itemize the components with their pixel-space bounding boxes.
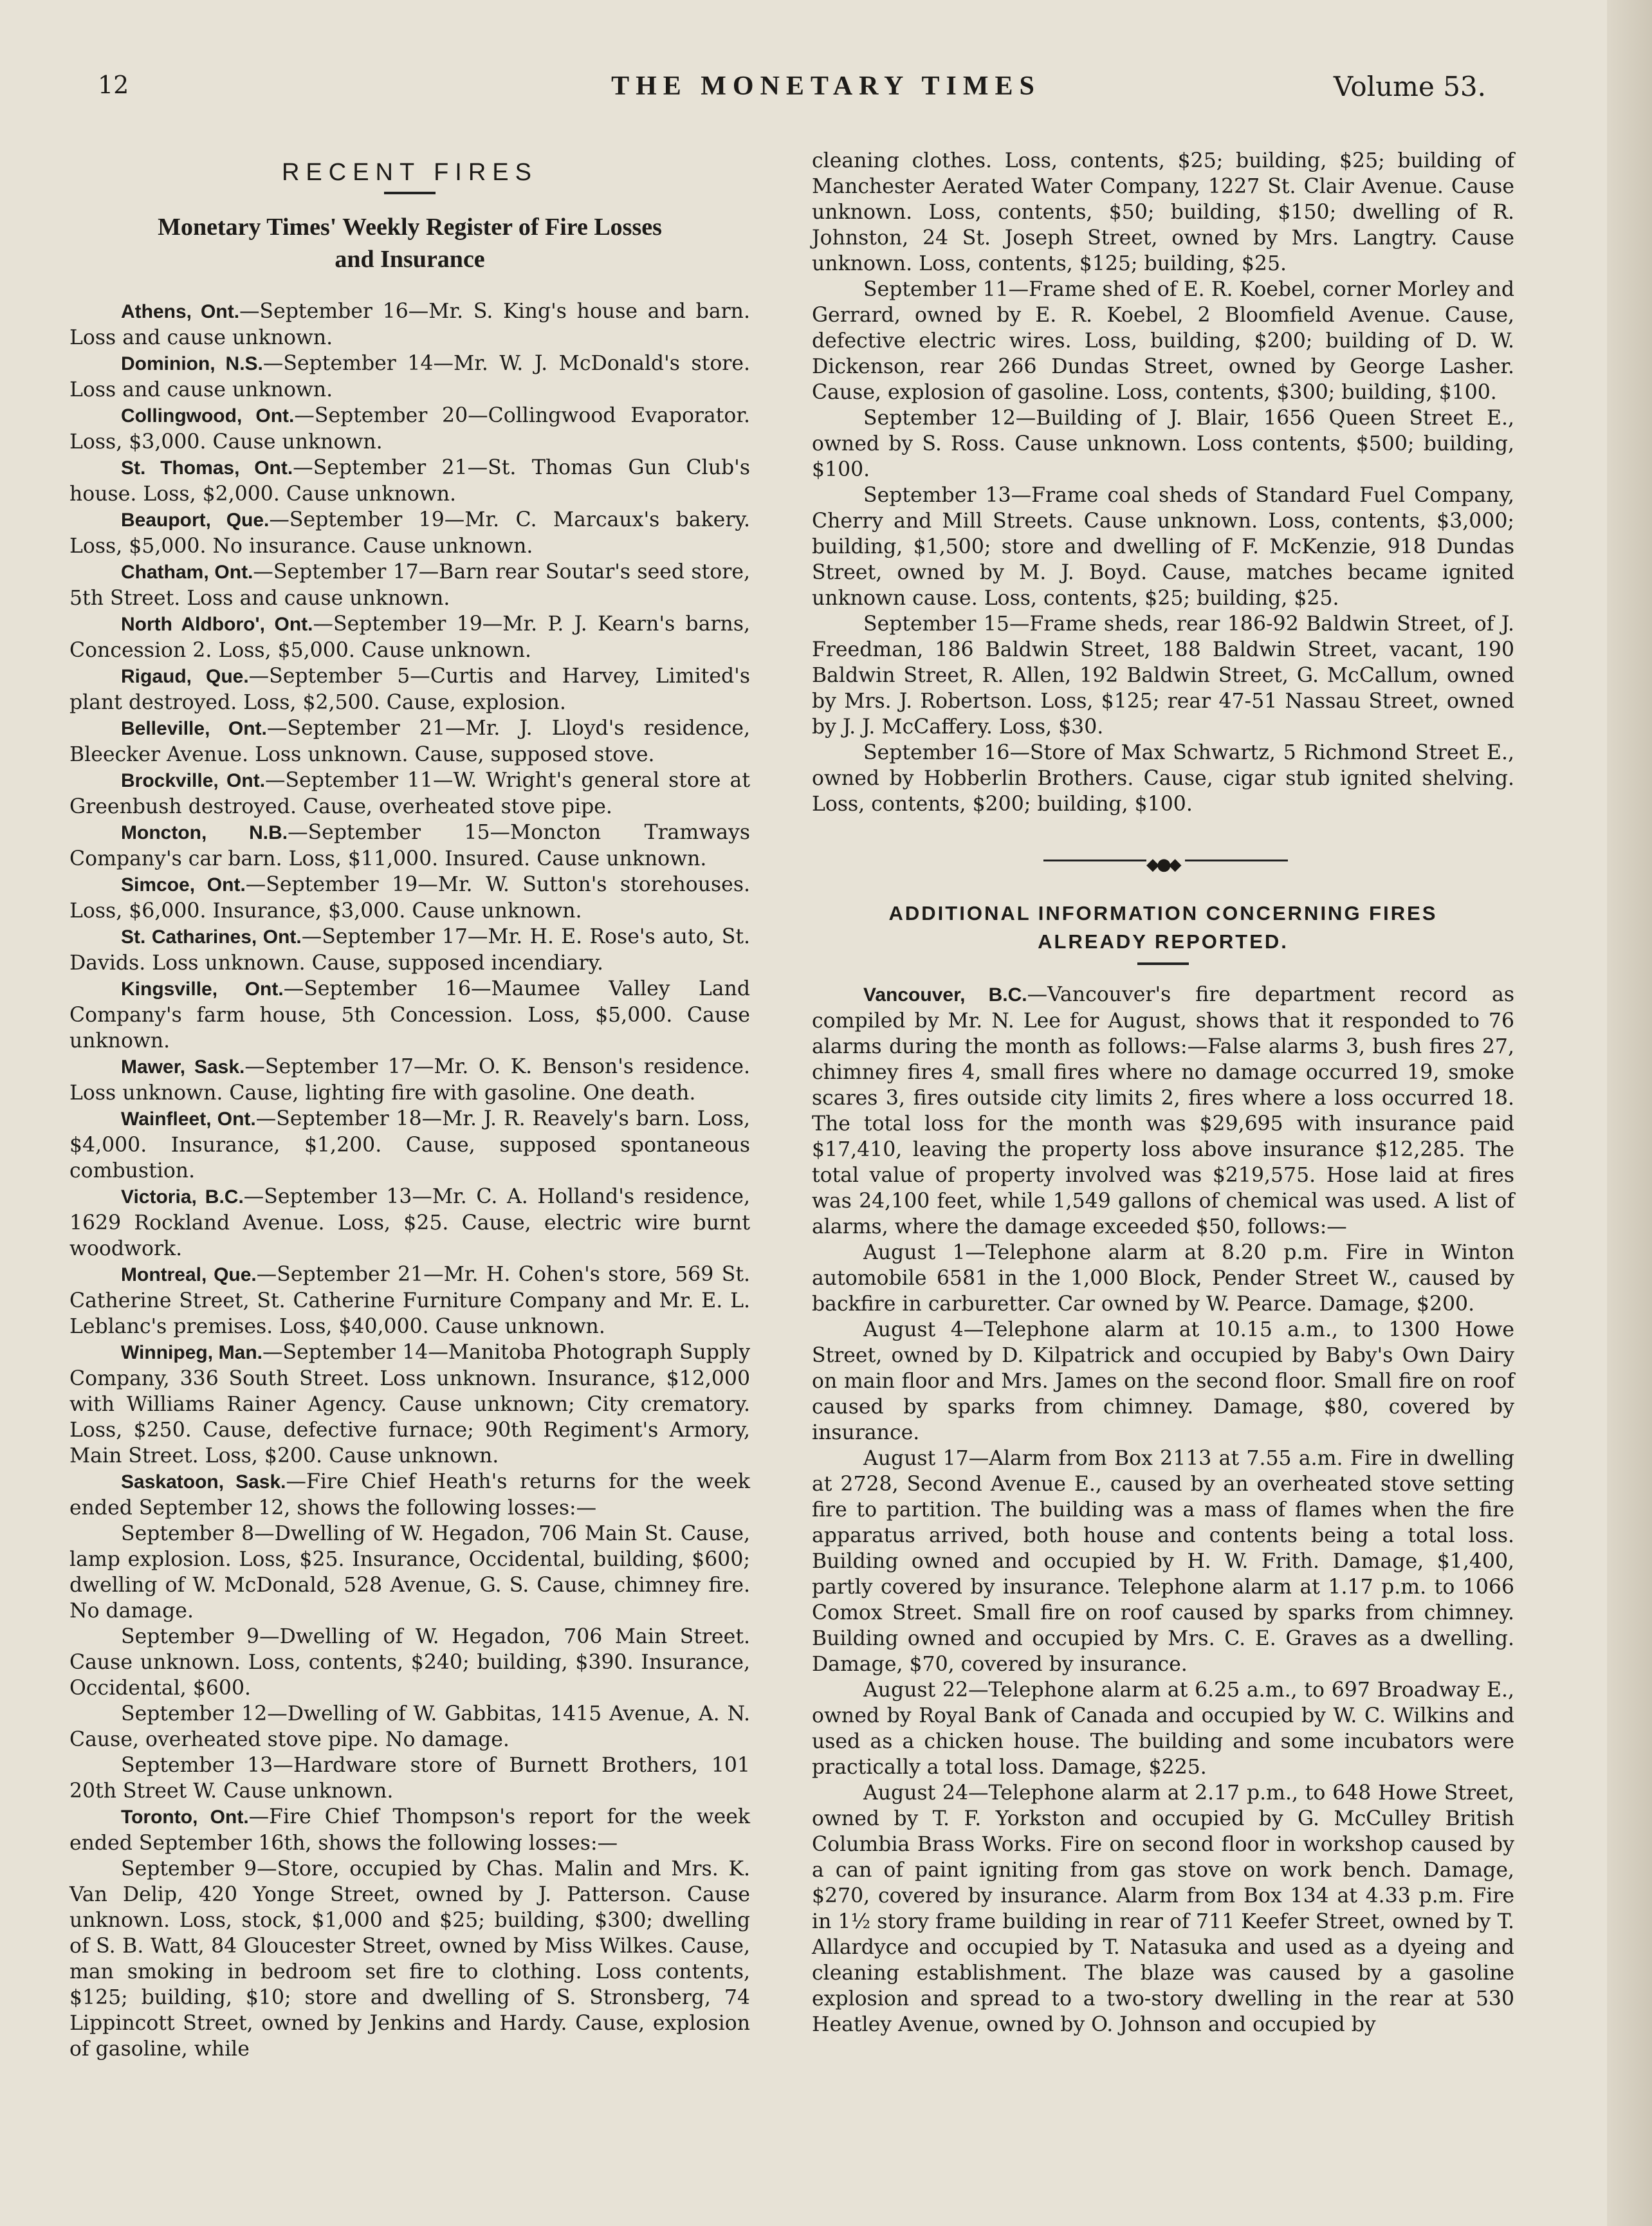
- subtitle-line-2: and Insurance: [335, 246, 485, 273]
- fire-entry: [69, 403, 750, 455]
- sub-entry: September 8—Dwelling of W. Hegadon, 706 Main St. Cause, lamp explosion. Loss, $25. Insurance, Occidental, building, $600; dwelling of W. McDonald, 528 Avenue, G. S. Cause, chimney fire. No damage.: [69, 1522, 750, 1623]
- section-subtitle: [69, 211, 750, 275]
- entry-text: —September 5—Curtis and Harvey, Limited's plant destroyed. Loss, $2,500. Cause, explosion.: [69, 665, 750, 714]
- section-title: RECENT FIRES: [281, 159, 538, 186]
- entry-place: Belleville, Ont.: [121, 718, 267, 739]
- sub-entry: August 1—Telephone alarm at 8.20 p.m. Fire in Winton automobile 6581 in the 1,000 Block, Pender Street W., caused by backfire in carburetter. Car owned by W. Pearce. Damage, $200.: [812, 1241, 1514, 1316]
- entry-text: —September 14—Mr. W. J. McDonald's store. Loss and cause unknown.: [69, 352, 750, 401]
- entry-place: Toronto, Ont.: [121, 1807, 249, 1828]
- entry-place: Kingsville, Ont.: [121, 979, 284, 1000]
- entry-place: Beauport, Que.: [121, 510, 270, 531]
- entry-place: St. Catharines, Ont.: [121, 926, 302, 948]
- entry-text: —September 11—W. Wright's general store at Greenbush destroyed. Cause, overheated stove pipe.: [69, 769, 750, 818]
- fire-entry: [812, 982, 1514, 1240]
- section2-title-line-1: ADDITIONAL INFORMATION CONCERNING FIRES: [888, 902, 1438, 924]
- fire-entry: [69, 768, 750, 820]
- continued-entry: cleaning clothes. Loss, contents, $25; building, $25; building of Manchester Aerated Water Company, 1227 St. Clair Avenue. Cause unknown. Loss, contents, $50; building, $150; dwelling of R. Johnston, 24 St. Joseph Street, owned by Mrs. Langtry. Cause unknown. Loss, contents, $125; building, $25.: [812, 149, 1514, 275]
- left-column: [69, 148, 750, 2062]
- entry-text: —September 18—Mr. J. R. Reavely's barn. Loss, $4,000. Insurance, $1,200. Cause, supposed spontaneous combustion.: [69, 1107, 751, 1182]
- sub-entry: September 13—Frame coal sheds of Standard Fuel Company, Cherry and Mill Streets. Cause unknown. Loss, contents, $3,000; building, $1,500; store and dwelling of F. McKenzie, 918 Dundas Street, owned by M. J. Boyd. Cause, matches became ignited unknown cause. Loss, contents, $25; building, $25.: [812, 484, 1514, 610]
- entry-text: —September 14—Manitoba Photograph Supply Company, 336 South Street. Loss unknown. Insurance, $12,000 with Williams Rainer Agency. Cause unknown; City crematory. Loss, $250. Cause, defective furnace; 90th Regiment's Armory, Main Street. Loss, $200. Cause unknown.: [69, 1341, 750, 1467]
- entry-place: Mawer, Sask.: [121, 1056, 245, 1078]
- section2-title-line-2: ALREADY REPORTED.: [1038, 930, 1289, 953]
- fire-entry: [69, 1184, 750, 1262]
- entry-text: —September 21—Mr. J. Lloyd's residence, Bleecker Avenue. Loss unknown. Cause, supposed stove.: [69, 717, 751, 766]
- fire-entry: [69, 976, 750, 1054]
- fire-entry: [69, 455, 750, 507]
- entry-place: Wainfleet, Ont.: [121, 1108, 256, 1130]
- title-rule: [384, 192, 436, 194]
- sub-entry: September 12—Dwelling of W. Gabbitas, 1415 Avenue, A. N. Cause, overheated stove pipe. No damage.: [69, 1702, 750, 1751]
- fire-entry: [69, 924, 750, 976]
- sub-entry: August 17—Alarm from Box 2113 at 7.55 a.m. Fire in dwelling at 2728, Second Avenue E., caused by an overheated stove setting fire to partition. The building was a mass of flames when the fire apparatus arrived, both house and contents being a total loss. Building owned and occupied by H. W. Frith. Damage, $1,400, partly covered by insurance. Telephone alarm at 1.17 p.m. to 1066 Comox Street. Small fire on roof caused by sparks from chimney. Building owned and occupied by Mrs. C. E. Graves as a dwelling. Damage, $70, covered by insurance.: [812, 1447, 1514, 1676]
- fire-entry: [69, 351, 750, 403]
- sub-entry: September 16—Store of Max Schwartz, 5 Richmond Street E., owned by Hobberlin Brothers. Cause, cigar stub ignited shelving. Loss, contents, $200; building, $100.: [812, 741, 1514, 816]
- section2-title: [812, 899, 1514, 956]
- fire-entry: [69, 663, 750, 715]
- entry-text: —September 17—Barn rear Soutar's seed store, 5th Street. Loss and cause unknown.: [69, 560, 750, 610]
- section-ornament: [812, 848, 1514, 874]
- sub-entry: September 12—Building of J. Blair, 1656 Queen Street E., owned by S. Ross. Cause unknown. Loss contents, $500; building, $100.: [812, 407, 1514, 481]
- fire-entry: [69, 820, 750, 872]
- fire-entry: [69, 1106, 750, 1184]
- entry-text: —Fire Chief Heath's returns for the week ended September 12, shows the following losses:—: [69, 1470, 750, 1520]
- entry-place: Vancouver, B.C.: [863, 984, 1027, 1006]
- entry-place: North Aldboro', Ont.: [121, 614, 313, 635]
- entry-place: Collingwood, Ont.: [121, 405, 295, 427]
- entry-text: —September 20—Collingwood Evaporator. Loss, $3,000. Cause unknown.: [69, 404, 750, 454]
- entry-text: —Fire Chief Thompson's report for the week ended September 16th, shows the following losses:—: [69, 1805, 750, 1855]
- sub-entry: September 9—Dwelling of W. Hegadon, 706 Main Street. Cause unknown. Loss, contents, $240; building, $390. Insurance, Occidental, $600.: [69, 1625, 750, 1700]
- ornament-line-left: [1043, 860, 1146, 861]
- entry-text: —Vancouver's fire department record as compiled by Mr. N. Lee for August, shows that it responded to 76 alarms during the month as follows:—False alarms 3, bush fires 27, chimney fires 4, small fires where no damage occurred 19, smoke scares 3, fires outside city limits 2, fires where a loss occurred 18. The total loss for the month was $29,695 with insurance paid $17,410, leaving the property loss above insurance $12,285. The total value of property involved was $219,575. Hose laid at fires was 24,100 feet, while 1,549 gallons of chemical was used. A list of alarms, where the damage exceeded $50, follows:—: [812, 983, 1515, 1238]
- entry-text: —September 21—Mr. H. Cohen's store, 569 St. Catherine Street, St. Catherine Furniture Company and Mr. E. L. Leblanc's premises. Loss, $40,000. Cause unknown.: [69, 1263, 750, 1338]
- volume-label: Volume 53.: [1333, 71, 1486, 102]
- entry-place: St. Thomas, Ont.: [121, 457, 293, 479]
- fire-entry: [69, 1469, 750, 1521]
- journal-title: THE MONETARY TIMES: [611, 71, 1041, 101]
- fire-entry: [69, 1804, 750, 1856]
- fire-entry: [69, 611, 750, 663]
- subtitle-line-1: Monetary Times' Weekly Register of Fire Losses: [158, 214, 662, 241]
- right-column: [812, 148, 1514, 2037]
- entry-place: Rigaud, Que.: [121, 666, 249, 687]
- sub-entry: September 15—Frame sheds, rear 186-92 Baldwin Street, of J. Freedman, 186 Baldwin Street, 188 Baldwin Street, vacant, 190 Baldwin Street, R. Allen, 192 Baldwin Street, G. McCallum, owned by Mrs. J. Robertson. Loss, $125; rear 47-51 Nassau Street, owned by J. J. McCaffery. Loss, $30.: [812, 612, 1514, 739]
- entry-place: Simcoe, Ont.: [121, 874, 246, 896]
- entry-text: —September 15—Moncton Tramways Company's car barn. Loss, $11,000. Insured. Cause unknown.: [69, 821, 750, 870]
- entry-place: Chatham, Ont.: [121, 562, 253, 583]
- sub-entry: August 4—Telephone alarm at 10.15 a.m., to 1300 Howe Street, owned by D. Kilpatrick and occupied by Baby's Own Dairy on main floor and Mrs. James on the second floor. Small fire on roof caused by sparks from chimney. Damage, $80, covered by insurance.: [812, 1318, 1514, 1444]
- ornament-line-right: [1185, 860, 1288, 861]
- fire-entry: [69, 872, 750, 924]
- entry-text: —September 19—Mr. C. Marcaux's bakery. Loss, $5,000. No insurance. Cause unknown.: [69, 508, 750, 558]
- entry-text: —September 19—Mr. W. Sutton's storehouses. Loss, $6,000. Insurance, $3,000. Cause unknown.: [69, 873, 750, 923]
- sub-entry: September 9—Store, occupied by Chas. Malin and Mrs. K. Van Delip, 420 Yonge Street, owned by J. Patterson. Cause unknown. Loss, stock, $1,000 and $25; building, $300; dwelling of S. B. Watt, 84 Gloucester Street, owned by Miss Wilkes. Cause, man smoking in bedroom set fire to clothing. Loss contents, $125; building, $10; store and dwelling of S. Stronsberg, 74 Lippincott Street, owned by Jenkins and Hardy. Cause, explosion of gasoline, while: [69, 1857, 750, 2061]
- entry-place: Moncton, N.B.: [121, 822, 288, 843]
- sub-entry: August 22—Telephone alarm at 6.25 a.m., to 697 Broadway E., owned by Royal Bank of Canada and occupied by W. C. Wilkins and used as a chicken house. The building and some incubators were practically a total loss. Damage, $225.: [812, 1679, 1514, 1779]
- entry-text: —September 17—Mr. O. K. Benson's residence. Loss unknown. Cause, lighting fire with gasoline. One death.: [69, 1055, 750, 1105]
- fire-entry: [69, 1054, 750, 1106]
- fire-entry: [69, 299, 750, 351]
- entry-place: Montreal, Que.: [121, 1264, 257, 1285]
- fire-entry: [69, 715, 750, 768]
- entry-text: —September 13—Mr. C. A. Holland's residence, 1629 Rockland Avenue. Loss, $25. Cause, electric wire burnt woodwork.: [69, 1185, 750, 1260]
- ornament-diamonds: ◆●◆: [1146, 855, 1179, 874]
- page-number: 12: [98, 71, 129, 99]
- entry-place: Dominion, N.S.: [121, 353, 263, 374]
- entry-text: —September 17—Mr. H. E. Rose's auto, St. Davids. Loss unknown. Cause, supposed incendiary.: [69, 925, 750, 975]
- sub-entry: September 11—Frame shed of E. R. Koebel, corner Morley and Gerrard, owned by E. R. Koebel, 2 Bloomfield Avenue. Cause, defective electric wires. Loss, building, $200; building of D. W. Dickenson, rear 266 Dundas Street, owned by George Lasher. Cause, explosion of gasoline. Loss, contents, $300; building, $100.: [812, 278, 1514, 404]
- page-binding-edge: [1607, 0, 1652, 2226]
- entry-place: Winnipeg, Man.: [121, 1342, 263, 1363]
- entry-text: —September 19—Mr. P. J. Kearn's barns, Concession 2. Loss, $5,000. Cause unknown.: [69, 612, 751, 662]
- fire-entry: [69, 507, 750, 559]
- fire-entry: [69, 1339, 750, 1469]
- entry-text: —September 16—Maumee Valley Land Company's farm house, 5th Concession. Loss, $5,000. Cause unknown.: [69, 977, 750, 1053]
- sub-entry: September 13—Hardware store of Burnett Brothers, 101 20th Street W. Cause unknown.: [69, 1754, 750, 1803]
- entry-place: Athens, Ont.: [121, 301, 240, 322]
- sub-entry: August 24—Telephone alarm at 2.17 p.m., to 648 Howe Street, owned by T. F. Yorkston and occupied by G. McCulley British Columbia Brass Works. Fire on second floor in workshop caused by a can of paint igniting from gas stove on work bench. Damage, $270, covered by insurance. Alarm from Box 134 at 4.33 p.m. Fire in 1½ story frame building in rear of 711 Keefer Street, owned by T. Allardyce and occupied by T. Natasuka and used as a dyeing and cleaning establishment. The blaze was caused by a gasoline explosion and spread to a two-story dwelling in the rear at 530 Heatley Avenue, owned by O. Johnson and occupied by: [812, 1781, 1514, 2036]
- page-header: [0, 71, 1652, 109]
- entry-text: —September 21—St. Thomas Gun Club's house. Loss, $2,000. Cause unknown.: [69, 456, 750, 506]
- title-rule: [1137, 962, 1189, 965]
- entry-place: Victoria, B.C.: [121, 1186, 244, 1208]
- entry-text: —September 16—Mr. S. King's house and barn. Loss and cause unknown.: [69, 300, 750, 349]
- fire-entry: [69, 1262, 750, 1339]
- entry-place: Saskatoon, Sask.: [121, 1471, 286, 1493]
- entry-place: Brockville, Ont.: [121, 770, 266, 791]
- fire-entry: [69, 559, 750, 611]
